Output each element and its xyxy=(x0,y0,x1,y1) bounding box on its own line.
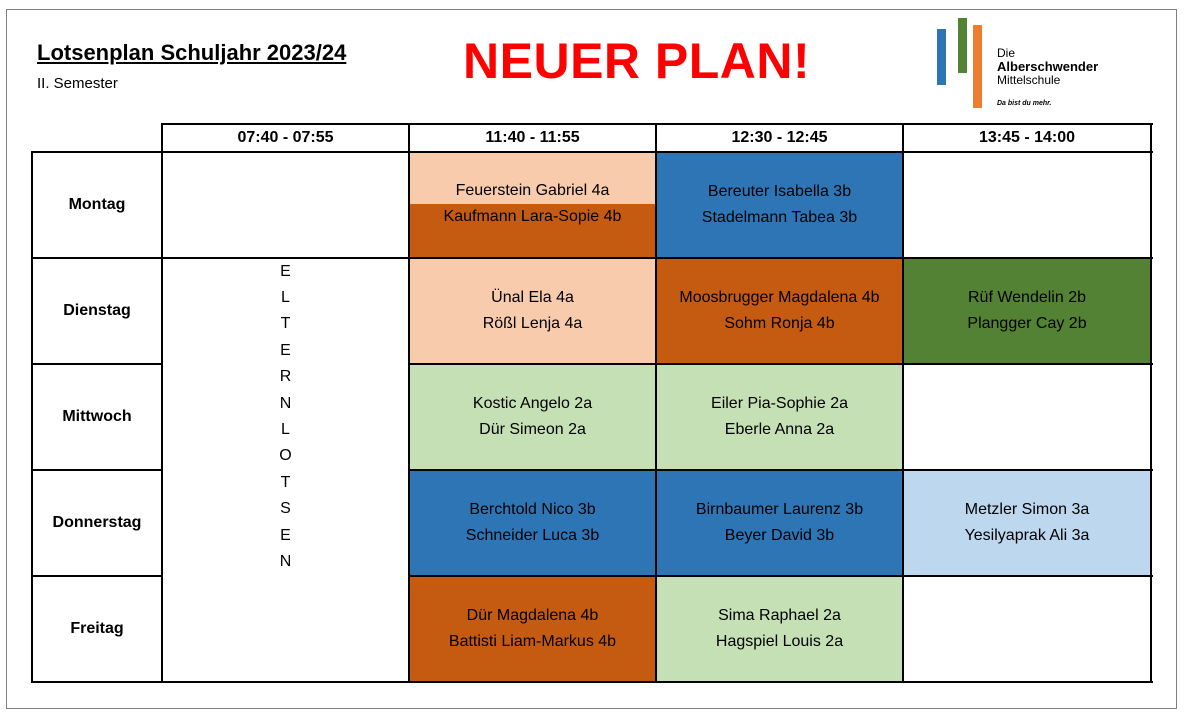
student-name: Birnbaumer Laurenz 3b xyxy=(695,501,864,518)
student-name: Moosbrugger Magdalena 4b xyxy=(679,289,880,306)
schedule-slot xyxy=(903,152,1151,258)
schedule-slot xyxy=(409,576,656,682)
vertical-letter: L xyxy=(281,288,290,306)
table-border xyxy=(32,363,162,365)
student-name-text: Kaufmann Lara-Sopie 4b xyxy=(443,208,622,225)
time-header: 12:30 - 12:45 xyxy=(731,128,828,146)
time-header: 07:40 - 07:55 xyxy=(237,128,334,146)
student-name-text: Feuerstein Gabriel 4a xyxy=(455,182,610,199)
student-name: Dür Magdalena 4b xyxy=(466,607,599,624)
student-name: Metzler Simon 3a xyxy=(964,501,1090,518)
vertical-letter: E xyxy=(280,526,291,544)
table-border xyxy=(31,151,33,683)
student-name: Battisti Liam-Markus 4b xyxy=(448,633,617,650)
logo-bar-green xyxy=(958,18,967,73)
schedule-slot xyxy=(656,152,903,258)
logo-line-3: Mittelschule xyxy=(997,73,1061,87)
table-border xyxy=(32,257,1153,259)
vertical-letter: S xyxy=(280,500,291,518)
vertical-letter: L xyxy=(281,421,290,438)
student-name: Hagspiel Louis 2a xyxy=(715,633,844,650)
elternlotsen-vertical-label xyxy=(162,258,409,576)
student-name: Beyer David 3b xyxy=(724,527,835,544)
schedule-slot xyxy=(903,364,1151,470)
schedule-slot xyxy=(656,470,903,576)
day-label: Freitag xyxy=(70,620,124,637)
day-label: Montag xyxy=(68,196,126,213)
table-border xyxy=(161,123,163,683)
logo-line-1: Die xyxy=(997,46,1016,60)
student-name: Sohm Ronja 4b xyxy=(724,315,835,332)
student-name: Eberle Anna 2a xyxy=(724,421,835,438)
student-name: Eiler Pia-Sophie 2a xyxy=(711,395,848,412)
logo-bar-blue xyxy=(937,29,946,85)
table-border xyxy=(32,575,162,577)
schedule-slot xyxy=(903,470,1151,576)
vertical-letter: E xyxy=(280,341,291,359)
student-name xyxy=(409,152,656,204)
table-border xyxy=(902,123,904,683)
student-name xyxy=(409,204,656,258)
student-name: Ünal Ela 4a xyxy=(491,289,574,306)
schedule-slot xyxy=(903,576,1151,682)
vertical-letter: N xyxy=(279,394,292,412)
schedule-slot xyxy=(903,258,1151,364)
time-header: 13:45 - 14:00 xyxy=(978,128,1076,146)
student-name: Sima Raphael 2a xyxy=(718,607,841,624)
table-border xyxy=(409,575,1153,577)
student-name: Rüf Wendelin 2b xyxy=(968,289,1086,306)
table-border xyxy=(32,681,1153,683)
new-plan-banner: NEUER PLAN! xyxy=(463,33,811,89)
vertical-letter: T xyxy=(280,473,291,491)
schedule-slot xyxy=(656,364,903,470)
schedule-slot xyxy=(409,470,656,576)
student-name: Schneider Luca 3b xyxy=(465,527,600,544)
student-name: Stadelmann Tabea 3b xyxy=(701,209,858,226)
student-name: Kostic Angelo 2a xyxy=(472,395,593,412)
table-border xyxy=(1150,123,1152,683)
student-name: Berchtold Nico 3b xyxy=(469,501,596,518)
table-border xyxy=(32,469,162,471)
logo-line-2: Alberschwender xyxy=(997,59,1099,74)
schedule-slot xyxy=(162,576,409,682)
logo-bar-orange xyxy=(973,25,982,108)
table-border xyxy=(32,151,1153,153)
student-name: Rößl Lenja 4a xyxy=(482,315,583,332)
day-label: Dienstag xyxy=(63,302,131,319)
vertical-letter: O xyxy=(279,447,292,465)
schedule-slot xyxy=(656,258,903,364)
vertical-letter: N xyxy=(279,553,292,571)
table-border xyxy=(655,123,657,683)
day-label: Donnerstag xyxy=(52,514,142,531)
student-name: Dür Simeon 2a xyxy=(479,421,586,438)
student-name: Yesilyaprak Ali 3a xyxy=(964,527,1090,544)
vertical-letter: R xyxy=(279,368,292,386)
vertical-letter: E xyxy=(280,262,291,280)
student-name: Plangger Cay 2b xyxy=(967,315,1087,332)
logo-tagline: Da bist du mehr. xyxy=(997,100,1052,107)
schedule-slot xyxy=(409,258,656,364)
schedule-slot xyxy=(409,152,656,258)
student-name: Bereuter Isabella 3b xyxy=(707,183,852,200)
page-subtitle: II. Semester xyxy=(37,75,118,92)
day-label: Mittwoch xyxy=(62,408,132,425)
page-title: Lotsenplan Schuljahr 2023/24 xyxy=(37,40,347,65)
table-border xyxy=(409,363,1153,365)
table-border xyxy=(162,123,1153,125)
schedule-slot xyxy=(162,152,409,258)
time-header: 11:40 - 11:55 xyxy=(485,128,580,146)
table-border xyxy=(408,123,410,683)
table-border xyxy=(409,469,1153,471)
vertical-letter: T xyxy=(280,315,291,333)
school-logo xyxy=(933,15,1133,115)
schedule-slot xyxy=(409,364,656,470)
schedule-slot xyxy=(656,576,903,682)
